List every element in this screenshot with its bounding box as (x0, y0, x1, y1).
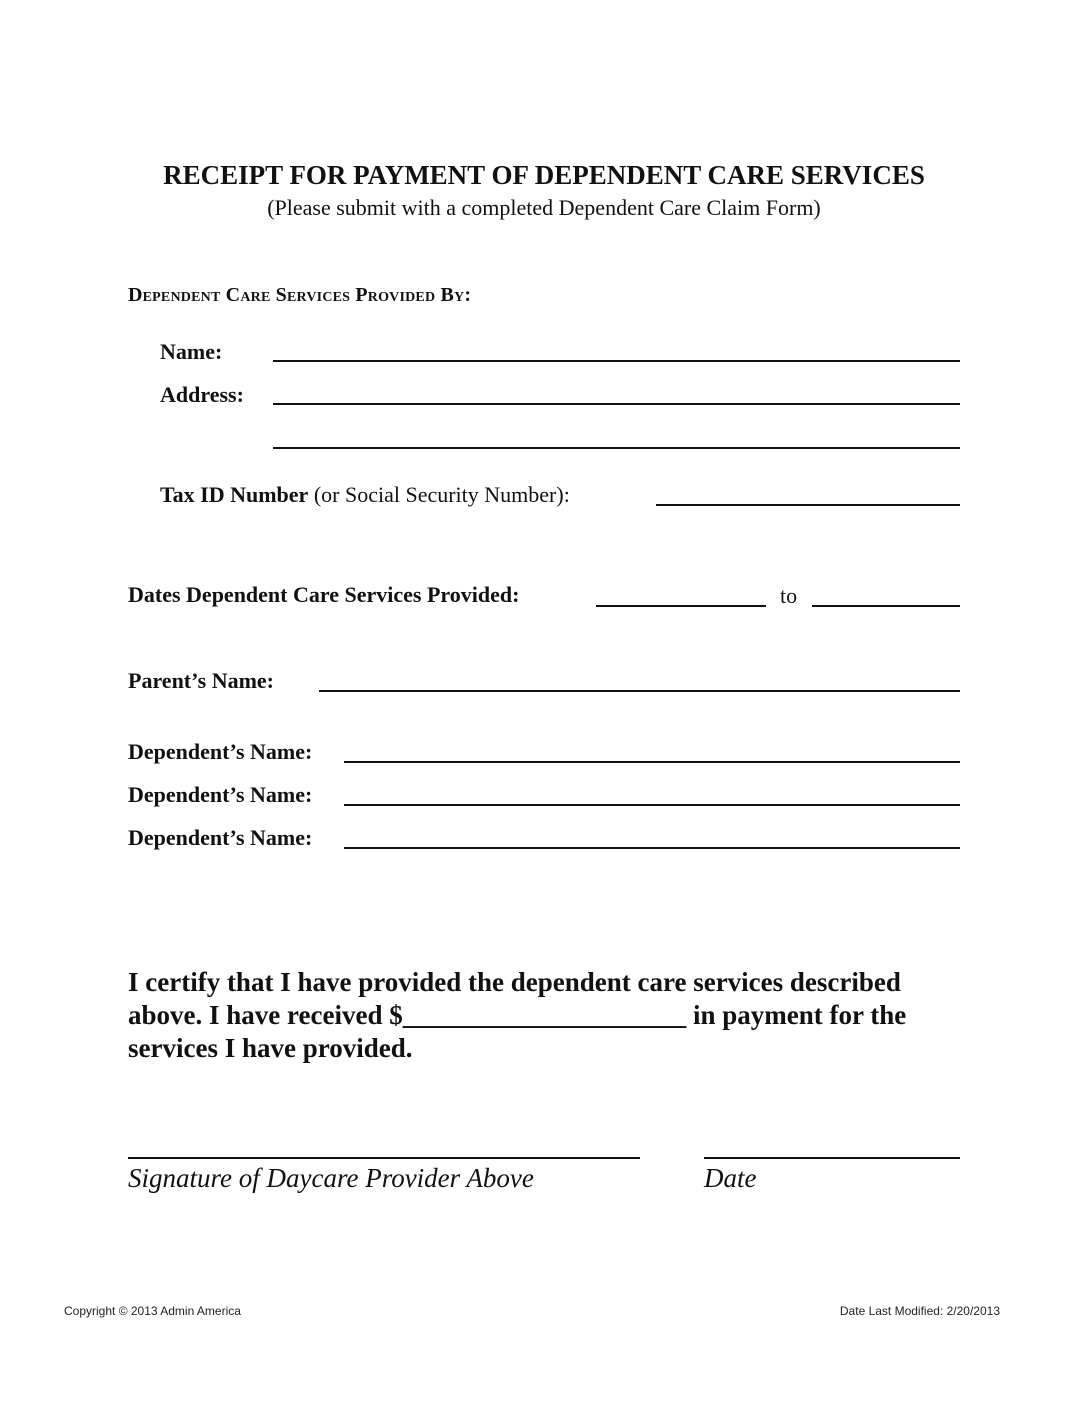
date-to-field[interactable] (812, 605, 960, 607)
dates-to-word: to (780, 583, 798, 608)
address-label: Address: (160, 382, 244, 407)
tax-id-label-group (160, 482, 570, 508)
dependent-name-label: Dependent’s Name: (128, 825, 313, 850)
form-title: RECEIPT FOR PAYMENT OF DEPENDENT CARE SERVICES (163, 160, 925, 190)
section-heading-provider: Dependent Care Services Provided By: (128, 284, 472, 306)
address-field-line-1[interactable] (273, 403, 960, 405)
dependent-name-label: Dependent’s Name: (128, 782, 313, 807)
form-subtitle: (Please submit with a completed Dependent Care Claim Form) (267, 195, 821, 220)
name-field[interactable] (273, 360, 960, 362)
signature-field[interactable] (128, 1157, 640, 1159)
footer-copyright: Copyright © 2013 Admin America (64, 1304, 241, 1318)
name-label: Name: (160, 339, 223, 364)
tax-id-note: (or Social Security Number): (313, 482, 570, 507)
dates-label: Dates Dependent Care Services Provided: (128, 582, 520, 607)
dependent-name-field[interactable] (344, 804, 960, 806)
tax-id-label: Tax ID Number (160, 482, 309, 507)
signature-date-label: Date (704, 1163, 757, 1193)
address-field-line-2[interactable] (273, 447, 960, 449)
signature-label: Signature of Daycare Provider Above (128, 1163, 534, 1193)
footer-date-modified: Date Last Modified: 2/20/2013 (839, 1304, 1000, 1318)
dependent-name-field[interactable] (344, 761, 960, 763)
dependent-name-label: Dependent’s Name: (128, 739, 313, 764)
certification-statement: I certify that I have provided the dependent care services described above. I have received $_____________________ in payment for the services I have provided. (128, 967, 907, 1063)
signature-date-field[interactable] (704, 1157, 960, 1159)
parent-name-label: Parent’s Name: (128, 668, 275, 693)
tax-id-field[interactable] (656, 504, 960, 506)
date-from-field[interactable] (596, 605, 766, 607)
dependent-name-field[interactable] (344, 847, 960, 849)
parent-name-field[interactable] (319, 690, 960, 692)
